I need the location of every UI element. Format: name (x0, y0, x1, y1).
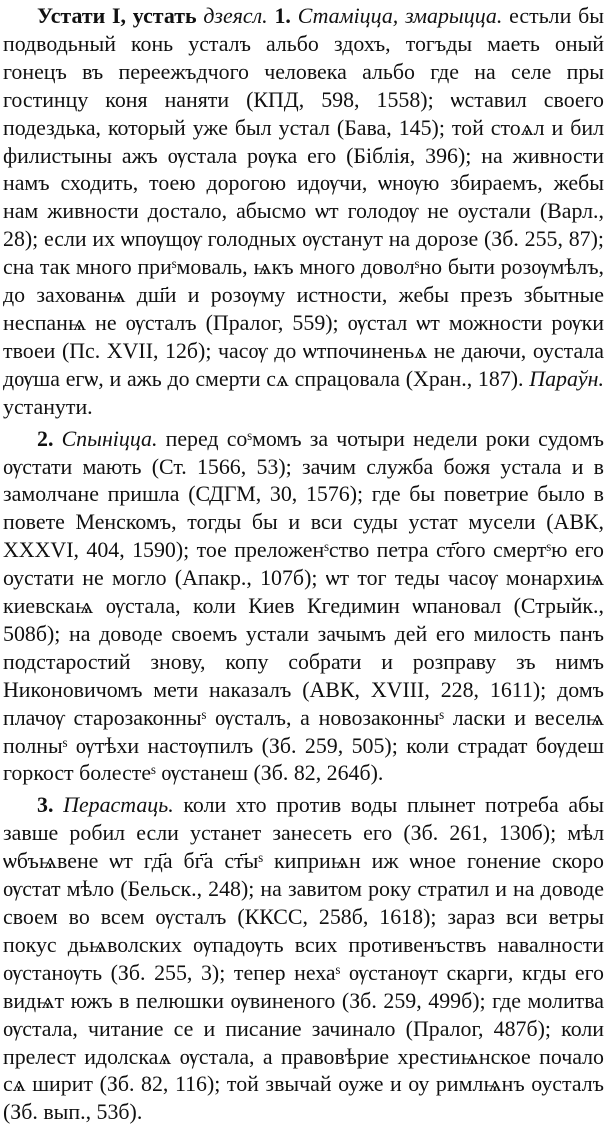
sense-gloss: Спыніцца. (61, 425, 158, 451)
sense-text: коли хто против воды плынет потреба абы завше робил если устанет занесеть его (Зб. 261, 130б); мѣл ѡбъѩвене ѡт гд҃а бг҃а ст҃ыˢ киприѩн иж ѡное гонение скоро ѹстат мѣло (Бельск., 248); на завитом року стратил и на доводе своем во всем ѹсталъ (ККСС, 258б, 1618); зараз вси ветры покус дьѩволских ѹпадѹть всих противенъствъ навалности ѹстанѹть (Зб. 255, 3); тепер нехаˢ ѹстанѹт скарги, кгды его видѩт южъ в пелюшки ѹвиненого (Зб. 259, 499б); где молитва ѹстала, читание се и писание зачинало (Пралог, 487б); коли прелест идолскаѧ ѹстала, а правовѣрие хрестиѩнское почало сѧ ширит (Зб. 82, 116); той звычай оуже и оу римлѩнъ оусталъ (Зб. вып., 53б). (3, 792, 604, 1125)
dictionary-page (3, 2, 604, 1126)
sense-gloss: Стаміцца, змарыцца. (297, 3, 503, 28)
sense-number: 1. (274, 3, 291, 28)
sense-1-paragraph (3, 2, 604, 421)
headword: Устати I, устать (37, 3, 197, 28)
sense-text: естьли бы подводьный конь усталъ альбо здохъ, тогъды маеть оный гонецъ въ переежъдчого человека альбо где на селе пры гостинцу коня наняти (КПД, 598, 1558); ѡставил своего подездька, который уже был устал (Бава, 145); той стоѧл и бил филистыны ажъ ѹстала рѹка его (Біблія, 396); на живности намъ сходить, тоею дорогою идѹчи, ѡнѹю збираемъ, жебы нам живности достало, абысмо ѡт голодѹ не оустали (Варл., 28); если их ѡпѹщѹ голодных ѹстанут на дорозе (Зб. 255, 87); сна так много приˢмоваль, ѩкъ много доволˢно быти розѹмѣлъ, до захованѩ дш҃и и розѹму истности, жебы презъ збытные неспанѩ не ѹсталъ (Пралог, 559); ѹстал ѡт можности рѹки твоеи (Пс. XVII, 12б); часѹ до ѡтпочиненьѧ не даючи, оустала дѹша егѡ, и ажь до смерти сѧ спрацовала (Хран., 187). (3, 3, 604, 391)
sense-number: 3. (37, 792, 54, 818)
sense-3-paragraph (3, 791, 604, 1126)
cross-reference-label: Параўн. (529, 365, 604, 391)
cross-reference: устанути. (3, 393, 93, 419)
sense-text: перед соˢмомъ за чотыри недели роки судомъ ѹстати мають (Ст. 1566, 53); зачим служба божя устала и в замолчане пришла (СДГМ, 30, 1576); где бы поветрие было в повете Менскомъ, тогды бы и вси суды устат мусели (АВК, XXXVI, 404, 1590); тое преложенˢство петра ст҃ого смертˢю его оустати не могло (Апакр., 107б); ѡт тог теды часѹ монархиѩ киевскаѩ ѹстала, коли Киев Кгедимин ѡпановал (Стрыйк., 508б); на доводе своемъ устали зачымъ дей его милость панъ подстаростий знову, копу собрати и розправу зъ нимъ Никоновичомъ мети наказалъ (АВК, XVIII, 228, 1611); домъ плачѹ старозаконныˢ ѹсталъ, а новозаконныˢ ласки и веселѩ полныˢ ѹтѣхи настѹпилъ (Зб. 259, 505); коли страдат бѹдеш горкост болестеˢ ѹстанеш (Зб. 82, 264б). (3, 425, 604, 786)
sense-number: 2. (37, 425, 54, 451)
sense-gloss: Перастаць. (63, 792, 174, 818)
part-of-speech: дзеясл. (203, 3, 268, 28)
sense-2-paragraph (3, 425, 604, 788)
